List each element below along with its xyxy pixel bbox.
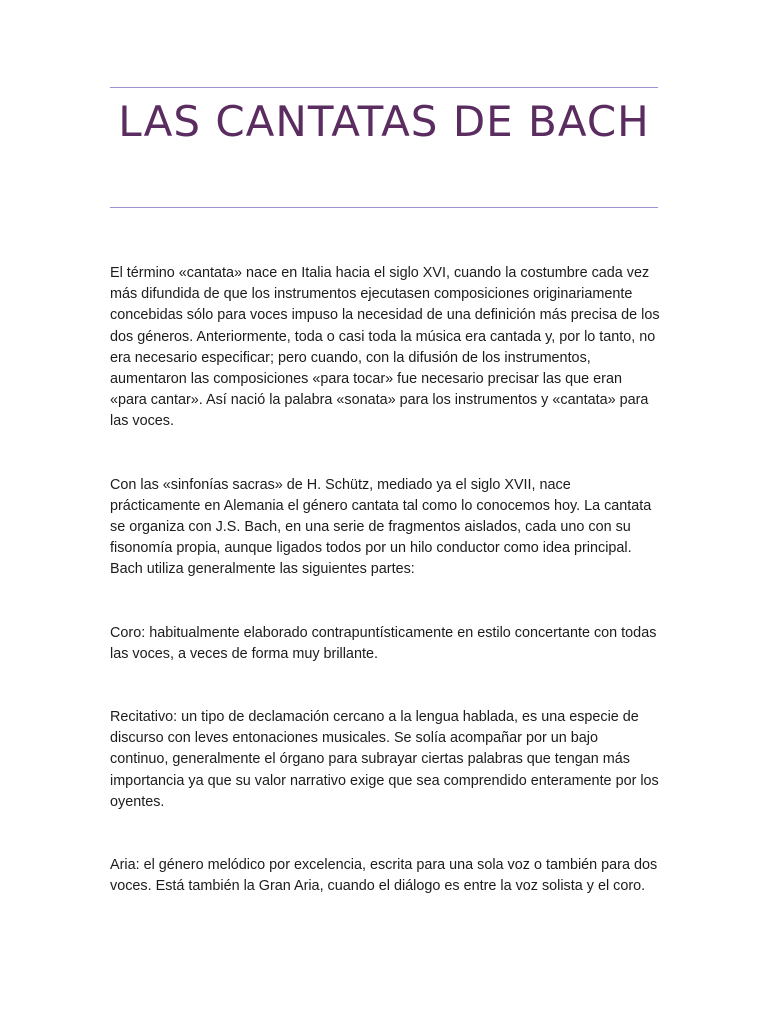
document-title: LAS CANTATAS DE BACH — [118, 97, 650, 146]
paragraph-aria: Aria: el género melódico por excelencia, escrita para una sola voz o también para dos voces. Está también la Gran Aria, cuando el diálogo es entre la voz solista y el coro. — [110, 857, 658, 895]
document-body — [110, 263, 660, 897]
paragraph-intro: El término «cantata» nace en Italia hacia el siglo XVI, cuando la costumbre cada vez más difundida de que los instrumentos ejecutasen composiciones originariamente concebidas sólo para voces impuso la necesidad de una definición más precisa de los dos géneros. Anteriormente, toda o casi toda la música era cantada y, por lo tanto, no era necesario especificar; pero cuando, con la difusión de los instrumentos, aumentaron las composiciones «para tocar» fue necesario precisar las que eran «para cantar». Así nació la palabra «sonata» para los instrumentos y «cantata» para las voces. — [110, 265, 660, 430]
paragraph-coro: Coro: habitualmente elaborado contrapuntísticamente en estilo concertante con todas las voces, a veces de forma muy brillante. — [110, 624, 657, 662]
paragraph-schutz: Con las «sinfonías sacras» de H. Schütz, mediado ya el siglo XVII, nace prácticamente en Alemania el género cantata tal como lo conocemos hoy. La cantata se organiza con J.S. Bach, en una serie de fragmentos aislados, cada uno con su fisonomía propia, aunque ligados todos por un hilo conductor como idea principal. Bach utiliza generalmente las siguientes partes: — [110, 476, 652, 578]
paragraph-recitativo: Recitativo: un tipo de declamación cercano a la lengua hablada, es una especie de discurso con leves entonaciones musicales. Se solía acompañar por un bajo continuo, generalmente el órgano para subrayar ciertas palabras que tengan más importancia ya que su valor narrativo exige que sea comprendido enteramente por los oyentes. — [110, 709, 659, 810]
title-block — [110, 87, 658, 208]
